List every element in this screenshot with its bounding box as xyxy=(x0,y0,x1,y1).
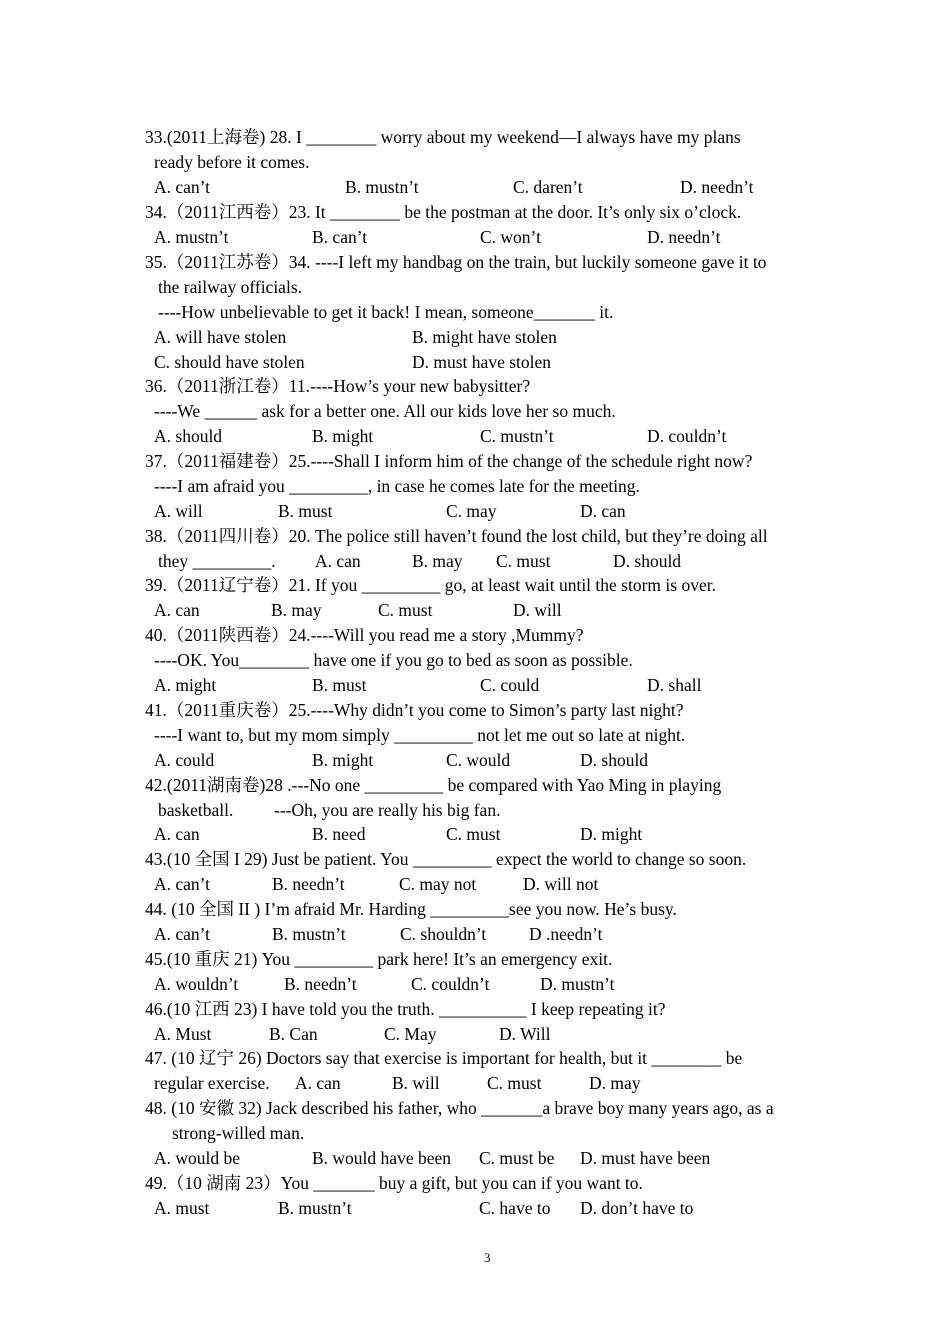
question-48-option-a: A. would be xyxy=(154,1148,241,1168)
question-36-option-b: B. might xyxy=(312,426,374,446)
question-39-option-b: B. may xyxy=(271,600,322,620)
question-45-line-1: 45.(10 重庆 21) You _________ park here! It’s an emergency exit. xyxy=(145,949,613,969)
question-46-option-d: D. Will xyxy=(499,1024,551,1044)
question-47-line-1: 47. (10 辽宁 26) Doctors say that exercise is important for health, but it ________ be xyxy=(145,1048,743,1068)
question-41-line-2: ----I want to, but my mom simply _________ not let me out so late at night. xyxy=(154,725,686,745)
question-44-option-d: D .needn’t xyxy=(529,924,603,944)
question-39-option-c: C. must xyxy=(378,600,433,620)
question-33-line-1: 33.(2011上海卷) 28. I ________ worry about my weekend—I always have my plans xyxy=(145,127,741,147)
question-38-line-2: they _________. xyxy=(158,551,276,571)
question-45-option-b: B. needn’t xyxy=(284,974,357,994)
question-38-option-a: A. can xyxy=(315,551,361,571)
question-47-line-2: regular exercise. xyxy=(154,1073,270,1093)
question-42-line-1: 42.(2011湖南卷)28 .---No one _________ be compared with Yao Ming in playing xyxy=(145,775,722,795)
question-38-line-1: 38.（2011四川卷）20. The police still haven’t found the lost child, but they’re doing all xyxy=(145,526,768,546)
question-43-option-d: D. will not xyxy=(523,874,599,894)
question-40-option-a: A. might xyxy=(154,675,217,695)
question-34-option-c: C. won’t xyxy=(480,227,541,247)
question-44-option-b: B. mustn’t xyxy=(272,924,346,944)
question-37-line-1: 37.（2011福建卷）25.----Shall I inform him of the change of the schedule right now? xyxy=(145,451,753,471)
question-44-option-a: A. can’t xyxy=(154,924,211,944)
question-40-option-c: C. could xyxy=(480,675,540,695)
question-47-option-d: D. may xyxy=(589,1073,641,1093)
question-41-option-a: A. could xyxy=(154,750,215,770)
question-47-option-b: B. will xyxy=(392,1073,440,1093)
question-42-option-b: B. need xyxy=(312,824,366,844)
question-45-option-c: C. couldn’t xyxy=(411,974,490,994)
question-49-option-a: A. must xyxy=(154,1198,210,1218)
question-38-option-b: B. may xyxy=(412,551,463,571)
question-43-option-a: A. can’t xyxy=(154,874,211,894)
question-42-line-3: ---Oh, you are really his big fan. xyxy=(274,800,501,820)
question-42-option-a: A. can xyxy=(154,824,200,844)
question-45-option-d: D. mustn’t xyxy=(540,974,615,994)
question-36-option-c: C. mustn’t xyxy=(480,426,554,446)
question-42-option-d: D. might xyxy=(580,824,643,844)
question-43-option-b: B. needn’t xyxy=(272,874,345,894)
question-47-option-c: C. must xyxy=(487,1073,542,1093)
question-43-option-c: C. may not xyxy=(399,874,477,894)
question-34-option-d: D. needn’t xyxy=(647,227,721,247)
question-33-option-a: A. can’t xyxy=(154,177,211,197)
question-35-option-c: C. should have stolen xyxy=(154,352,305,372)
question-37-option-a: A. will xyxy=(154,501,203,521)
question-46-option-a: A. Must xyxy=(154,1024,212,1044)
question-40-option-b: B. must xyxy=(312,675,367,695)
question-49-option-c: C. have to xyxy=(479,1198,551,1218)
question-41-line-1: 41.（2011重庆卷）25.----Why didn’t you come to Simon’s party last night? xyxy=(145,700,684,720)
question-48-option-c: C. must be xyxy=(479,1148,555,1168)
question-45-option-a: A. wouldn’t xyxy=(154,974,239,994)
page-number: 3 xyxy=(484,1250,491,1265)
question-48-option-b: B. would have been xyxy=(312,1148,451,1168)
question-36-line-2: ----We ______ ask for a better one. All our kids love her so much. xyxy=(154,401,616,421)
question-42-line-2: basketball. xyxy=(158,800,234,820)
question-33-option-b: B. mustn’t xyxy=(345,177,419,197)
question-37-option-d: D. can xyxy=(580,501,626,521)
question-46-option-b: B. Can xyxy=(269,1024,318,1044)
question-39-line-1: 39.（2011辽宁卷）21. If you _________ go, at least wait until the storm is over. xyxy=(145,575,716,595)
question-41-option-d: D. should xyxy=(580,750,649,770)
question-46-option-c: C. May xyxy=(384,1024,437,1044)
question-35-line-3: ----How unbelievable to get it back! I mean, someone_______ it. xyxy=(158,302,614,322)
question-35-option-d: D. must have stolen xyxy=(412,352,552,372)
question-39-option-a: A. can xyxy=(154,600,200,620)
question-40-line-1: 40.（2011陕西卷）24.----Will you read me a story ,Mummy? xyxy=(145,625,584,645)
question-35-line-1: 35.（2011江苏卷）34. ----I left my handbag on the train, but luckily someone gave it to xyxy=(145,252,767,272)
question-38-option-c: C. must xyxy=(496,551,551,571)
question-47-option-a: A. can xyxy=(295,1073,341,1093)
question-49-option-b: B. mustn’t xyxy=(278,1198,352,1218)
question-33-option-d: D. needn’t xyxy=(680,177,754,197)
question-48-line-2: strong-willed man. xyxy=(172,1123,305,1143)
question-37-option-b: B. must xyxy=(278,501,333,521)
question-35-line-2: the railway officials. xyxy=(158,277,302,297)
question-34-line-1: 34.（2011江西卷）23. It ________ be the postman at the door. It’s only six o’clock. xyxy=(145,202,742,222)
question-42-option-c: C. must xyxy=(446,824,501,844)
question-43-line-1: 43.(10 全国 I 29) Just be patient. You _________ expect the world to change so soon. xyxy=(145,849,747,869)
question-40-option-d: D. shall xyxy=(647,675,702,695)
question-39-option-d: D. will xyxy=(513,600,562,620)
question-36-line-1: 36.（2011浙江卷）11.----How’s your new babysitter? xyxy=(145,376,531,396)
question-49-option-d: D. don’t have to xyxy=(580,1198,694,1218)
question-37-option-c: C. may xyxy=(446,501,497,521)
question-34-option-a: A. mustn’t xyxy=(154,227,229,247)
question-36-option-d: D. couldn’t xyxy=(647,426,727,446)
question-33-option-c: C. daren’t xyxy=(513,177,583,197)
question-44-line-1: 44. (10 全国 II ) I’m afraid Mr. Harding _________see you now. He’s busy. xyxy=(145,899,677,919)
question-41-option-b: B. might xyxy=(312,750,374,770)
question-41-option-c: C. would xyxy=(446,750,511,770)
question-37-line-2: ----I am afraid you _________, in case he comes late for the meeting. xyxy=(154,476,640,496)
question-48-option-d: D. must have been xyxy=(580,1148,711,1168)
question-35-option-b: B. might have stolen xyxy=(412,327,557,347)
question-40-line-2: ----OK. You________ have one if you go to bed as soon as possible. xyxy=(154,650,633,670)
question-48-line-1: 48. (10 安徽 32) Jack described his father, who _______a brave boy many years ago, as a xyxy=(145,1098,774,1118)
question-49-line-1: 49.（10 湖南 23）You _______ buy a gift, but you can if you want to. xyxy=(145,1173,643,1193)
question-38-option-d: D. should xyxy=(613,551,682,571)
question-33-line-2: ready before it comes. xyxy=(154,152,310,172)
question-36-option-a: A. should xyxy=(154,426,223,446)
question-44-option-c: C. shouldn’t xyxy=(400,924,487,944)
question-34-option-b: B. can’t xyxy=(312,227,368,247)
question-35-option-a: A. will have stolen xyxy=(154,327,287,347)
question-46-line-1: 46.(10 江西 23) I have told you the truth. __________ I keep repeating it? xyxy=(145,999,666,1019)
